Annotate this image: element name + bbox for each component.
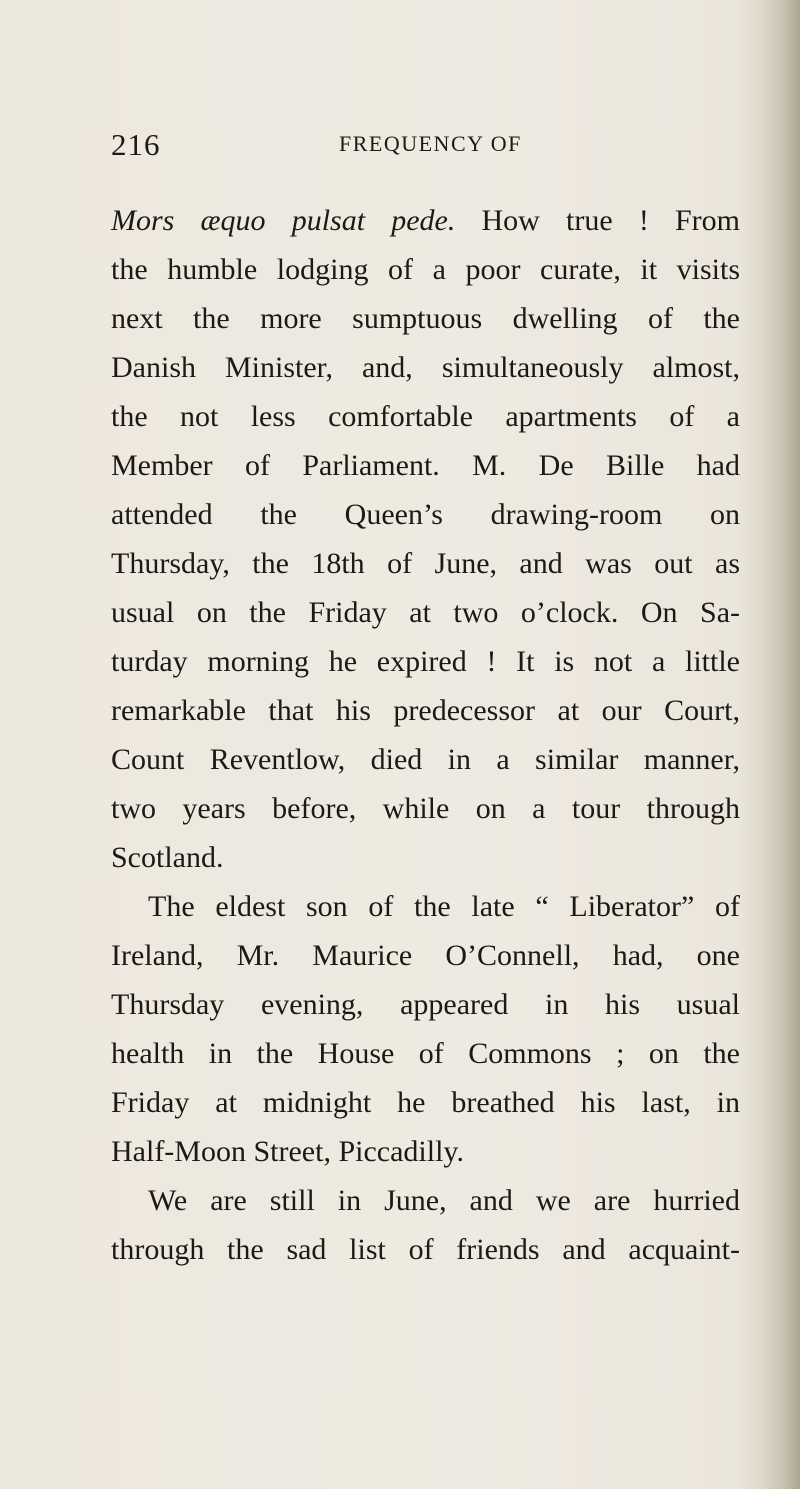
- page-number: 216: [111, 127, 161, 162]
- text-line: Member of Parliament. M. De Bille had: [111, 449, 740, 482]
- text-line: the humble lodging of a poor curate, it visits: [111, 253, 740, 286]
- text-span: How true ! From: [455, 204, 740, 237]
- text-line: Thursday evening, appeared in his usual: [111, 988, 740, 1021]
- text-line: Count Reventlow, died in a similar manner,: [111, 743, 740, 776]
- running-head-title: FREQUENCY OF: [339, 131, 522, 156]
- text-line: turday morning he expired ! It is not a little: [111, 645, 740, 678]
- text-line: two years before, while on a tour through: [111, 792, 740, 825]
- text-line: remarkable that his predecessor at our Court,: [111, 694, 740, 727]
- text-line: the not less comfortable apartments of a: [111, 400, 740, 433]
- running-head: [0, 127, 800, 163]
- text-line: Half-Moon Street, Piccadilly.: [111, 1135, 464, 1168]
- text-line: The eldest son of the late “ Liberator” of: [148, 890, 740, 923]
- latin-quote: Mors æquo pulsat pede.: [111, 204, 456, 237]
- text-line: Thursday, the 18th of June, and was out as: [111, 547, 740, 580]
- text-line: health in the House of Commons ; on the: [111, 1037, 740, 1070]
- text-line: next the more sumptuous dwelling of the: [111, 302, 740, 335]
- text-line: Ireland, Mr. Maurice O’Connell, had, one: [111, 939, 740, 972]
- text-line: through the sad list of friends and acquaint-: [111, 1233, 740, 1266]
- text-line: Scotland.: [111, 841, 224, 874]
- page-edge-shadow: [760, 0, 800, 1489]
- text-line: Friday at midnight he breathed his last, in: [111, 1086, 740, 1119]
- text-line: We are still in June, and we are hurried: [148, 1184, 740, 1217]
- text-line: [111, 201, 740, 241]
- text-line: usual on the Friday at two o’clock. On Sa-: [111, 596, 740, 629]
- text-line: attended the Queen’s drawing-room on: [111, 498, 740, 531]
- text-line: Danish Minister, and, simultaneously almost,: [111, 351, 740, 384]
